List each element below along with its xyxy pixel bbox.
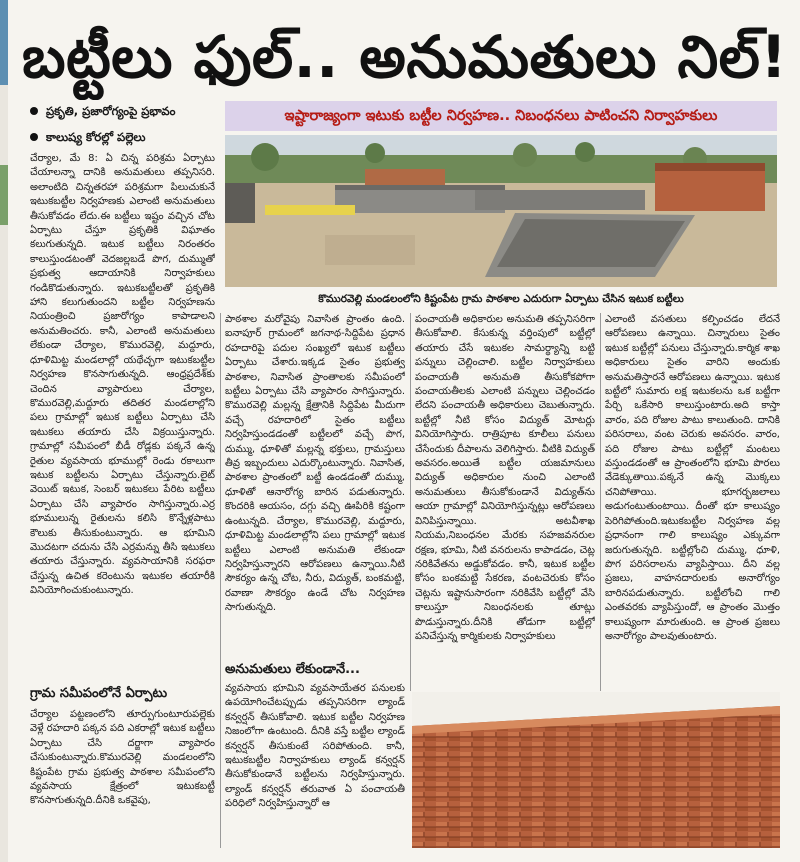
bullet-dot-icon [30,133,38,141]
article-column-3 [415,313,595,691]
column-divider [220,313,221,848]
article-column-2 [225,313,405,663]
column-divider [410,313,411,691]
bullet-item [30,129,210,145]
headline: బట్టీలు ఫుల్.. అనుమతులు నిల్! [22,23,788,91]
article-column-1 [30,152,215,680]
brick-kiln-photo [225,135,777,287]
photo-caption: కొమురవెల్లి మండలంలోని కిష్టంపేట గ్రామ పాఠశాల ఎదురుగా ఏర్పాటు చేసిన ఇటుక బట్టీలు [318,293,684,305]
article-column-4 [605,313,780,691]
edge-photo-fragment [0,165,8,225]
bullet-text: ప్రకృతి, ప్రజారోగ్యంపై ప్రభావం [46,104,176,118]
section-subheading: గ్రామ సమీపంలోనే ఏర్పాటు [30,686,168,701]
page-edge-strip [0,0,8,862]
subheadline-banner: ఇష్టారాజ్యంగా ఇటుకు బట్టీల నిర్వహణ.. నిబంధనలు పాటించని నిర్వాహకులు [225,101,777,131]
brick-kiln-photo-illustration [225,135,777,287]
article-column-1b [30,708,215,848]
article-paragraph: వ్యవసాయ భూమిని వ్యవసాయేతర పనులకు ఉపయోగించేటప్పుడు తప్పనిసరిగా ల్యాండ్ కన్వర్షన్ తీసుకోవాలి. ఇటుక బట్టీల నిర్వహణ నిజంలోగా ఉంటుంది. దీనికి వస్తే బట్టీల ల్యాండ్ కన్వర్షన్ తీసుకుంటే సరిపోతుంది. కానీ, ఇటుకబట్టీల నిర్వాహకులు ల్యాండ్ కన్వర్షన్ తీసుకోకుండానే బట్టీలను నిర్వహిస్తున్నారు. ల్యాండ్ కన్వర్షన్ తరువాత ఏ పంచాయతీ పరిధిలో నిర్వహిస్తున్నారో ఆ [225,683,405,810]
bullet-text: కాలుష్య కోరల్లో పల్లెలు [46,130,146,144]
brick-stack-photo [412,692,780,848]
article-column-2b [225,682,405,850]
brick-stack-photo-illustration [412,692,780,848]
bullet-list [30,103,210,155]
edge-photo-fragment [0,0,8,85]
article-paragraph: చేర్యాల, మే 8: ఏ చిన్న పరిశ్రమ ఏర్పాటు చేయాలన్నా దానికి అనుమతులు తప్పనిసరి. అలాంటిది చిన్నతరహా పరిశ్రమగా పిలుచుకునే ఇటుకబట్టీల నిర్వహణకు ఎలాంటి అనుమతులు తీసుకోవడం లేదు.ఈ బట్టీలు ఇష్టం వచ్చిన చోట ఏర్పాటు చేస్తూ ప్రకృతికి విఘాతం కలుగుతున్నది. ఇటుక బట్టీలు నిరంతరం కాలుస్తుండటంతో వెదజల్లబడే పొగ, దుమ్ముతో ప్రభుత్వ ఆదాయానికి నిర్వాహకులు గండికొడుతున్నారు. ఇటుకబట్టీలతో ప్రకృతికి హాని కలుగుతుందని బట్టీల నిర్వహణను నియంత్రించి ప్రజారోగ్యం కాపాడాలని అనుమతించరు. కానీ, ఎలాంటి అనుమతులు లేకుండా చేర్యాల, కొమురవెల్లి, మద్దూరు, ధూళిమిట్ట మండలాల్లో యథేచ్ఛగా ఇటుకబట్టీల నిర్వహణ కొనసాగుతున్నది. ఆంధ్రప్రదేశ్‌కు చెందిన వ్యాపారులు చేర్యాల, కొమురవెల్లి,మద్దూరు తదితర మండలాల్లోని పలు గ్రామాల్లో ఇటుక బట్టీలు ఏర్పాటు చేసి ఇటుకలు తయారు చేసి విక్రయిస్తున్నారు. గ్రామాల్లో సమీపంలో బీడీ రోడ్లకు పక్కనే ఉన్న రైతుల వ్యవసాయ భూముల్లో రెండు రకాలుగా ఇటుక బట్టీలను ఏర్పాటు చేస్తున్నారు.లైట్ వెయిట్ ఇటుక, సెంబర్ ఇటుకలు పేరిట బట్టీలు ఏర్పాటు చేసి వ్యాపారం సాగిస్తున్నారు.ఎర్ర భూములున్న రైతులను కలిసి కొన్నేళ్లపాటు కౌలుకు తీసుకుంటున్నారు. ఆ భూమిని మొదటగా చదును చేసి ఎర్రమన్ను తీసి ఇటుకలు తయారు చేస్తున్నారు. వ్యవసాయానికి సరఫరా చేస్తున్న ఉచిత కరెంటును ఇటుకల తయారీకి వినియోగించుకుంటున్నారు. [30,153,215,597]
bullet-dot-icon [30,107,38,115]
article-paragraph: ఎలాంటి వసతులు కల్పించడం లేదనే ఆరోపణలు ఉన్నాయి. చిన్నారులు సైతం ఇటుక బట్టీల్లో పనులు చేస్తున్నారు.కార్మిక శాఖ అధికారులు సైతం వారిని అందుకు అనుమతిస్తారనే ఆరోపణలు ఉన్నాయి. ఇటుక బట్టీలో సుమారు లక్ష ఇటుకలను ఒక బట్టీగా పేర్చి ఒకేసారి కాలుస్తుంటారు.అది కాస్తా వారం, పది రోజుల పాటు కాలుతుంది. దానికి పరిసరాలు, వంట చెరుకు అవసరం. వారం, పది రోజుల పాటు బట్టీల్లో మంటలు వస్తుండడంతో ఆ ప్రాంతంలోని భూమి పొరలు వేడెక్కుతాయి.పక్కనే ఉన్న మొక్కలు చనిపోతాయి. భూగర్భజలాలు అడుగంటుతుంటాయి. దీంతో భూ కాలుష్యం పెరిగిపోతుంది.ఇటుకబట్టీల నిర్వహణ వల్ల ప్రధానంగా గాలి కాలుష్యం ఎక్కువగా జరుగుతున్నది. బట్టీల్లోంచి దుమ్ము, ధూళి, పొగ పరిసరాలను వ్యాపిస్తాయి. దీని వల్ల ప్రజలు, వాహనదారులకు అనారోగ్యం బారినపడుతున్నారు. బట్టీలోంచి గాలి ఎంతవరకు వ్యాపిస్తుందో, ఆ ప్రాంతం మొత్తం కాలుష్యంగా మారుతుంది. ఆ ప్రాంత ప్రజలు అనారోగ్యం పాలవుతుంటారు. [605,314,780,642]
article-paragraph: పంచాయతీ అధికారుల అనుమతి తప్పనిసరిగా తీసుకోవాలి. కేసుకున్న వర్తింపులో బట్టీల్లో తయారు చేసే ఇటుకల సామర్థ్యాన్ని బట్టి పన్నులు చెల్లించాలి. బట్టీల నిర్వాహకులు పంచాయతీ అనుమతి తీసుకోకపోగా పంచాయతీలకు ఎలాంటి పన్నులు చెల్లించడం లేదని పంచాయతీ అధికారులు చెబుతున్నారు. బట్టీల్లో నీటి కోసం విద్యుత్ మోటర్లు వినియోగిస్తారు. రాత్రిపూట కూలీలు పనులు చేసేందుకు దీపాలను వెలిగిస్తారు. వీటికి విద్యుత్ అవసరం.అయితే బట్టీల యజమానులు విద్యుత్ అధికారుల నుంచి ఎలాంటి అనుమతులు తీసుకోకుండానే విద్యుత్‌ను ఆయా గ్రామాల్లో వినియోగిస్తున్నట్లు ఆరోపణలు వినిపిస్తున్నాయి. అటవీశాఖ నియమ,నిబంధనల మేరకు సహజవనరుల రక్షణ, భూమి, నీటి వనరులను కాపాడడం, చెట్ల నరికివేతను అడ్డుకోవడం. కానీ, ఇటుక బట్టీల కోసం బంకమట్టి సేకరణ, వంటచెరుకు కోసం చెట్లను ఇష్టానుసారంగా నరికివేసి బట్టీల్లో వేసి కాలుస్తూ నిబంధనలకు తూట్లు పొడుస్తున్నారు.దీనికి తోడుగా బట్టీల్లో పనిచేస్తున్న కార్మికులకు నిర్వాహకులు [415,314,595,642]
bullet-item [30,103,210,119]
article-paragraph: పాఠశాల మరోవైపు నివాసిత ప్రాంతం ఉంది. ఐనాపూర్ గ్రామంలో జగనాథ-సిద్దిపేట ప్రధాన రహదారిపై పదుల సంఖ్యలో ఇటుక బట్టీలు ఏర్పాటు చేశారు.ఇక్కడ సైతం ప్రభుత్వ పాఠశాల, నివాసిత ప్రాంతాలకు సమీపంలో బట్టీలు ఏర్పాటు చేసి వ్యాపారం సాగిస్తున్నారు. కొమురవెల్లి మల్లన్న క్షేత్రానికి సిద్దిపేట మీదుగా వచ్చే రహదారిలో సైతం బట్టీలు నిర్వహిస్తుండడంతో బట్టీలలో వచ్చే పొగ, దుమ్ము, ధూళితో మల్లన్న భక్తులు, గ్రామస్తులు తీవ్ర ఇబ్బందులు ఎదుర్కొంటున్నారు. నివాసిత, పాఠశాల ప్రాంతంలో బట్టీ ఉండడంతో దుమ్ము, ధూళితో ఆనారోగ్య బారిన పడుతున్నారు. కొందరికి ఆయసం, దగ్గు వచ్చి ఊపిరికి కష్టంగా ఉంటున్నది. చేర్యాల, కొమురవెల్లి, మద్దూరు, ధూళిమిట్ట మండలాల్లోని పలు గ్రామాల్లో ఇటుక బట్టీలు ఎలాంటి అనుమతి లేకుండా నిర్వహిస్తున్నారని ఆరోపణలు ఉన్నాయి.నీటి సౌకర్యం ఉన్న చోట, నీరు, విద్యుత్, బంకమట్టి, రవాణా సౌకర్యం ఉండే చోట నిర్వహణ సాగుతున్నది. [225,314,405,614]
article-paragraph: చేర్యాల పట్టణంలోని తూర్పుగుంటూరుపల్లెకు వెళ్లే రహదారి పక్కన పది ఎకరాల్లో ఇటుక బట్టీలు ఏర్పాటు చేసి దర్జాగా వ్యాపారం చేసుకుంటున్నారు.కొమురవెల్లి మండలంలోని కిష్టంపేట గ్రామ ప్రభుత్వ పాఠశాల సమీపంలోని వ్యవసాయ క్షేత్రంలో ఇటుకబట్టీ కొనసాగుతున్నది.దీనికి ఒకవైపు, [30,709,215,807]
section-subheading: అనుమతులు లేకుండానే... [225,662,360,677]
column-divider [600,313,601,691]
